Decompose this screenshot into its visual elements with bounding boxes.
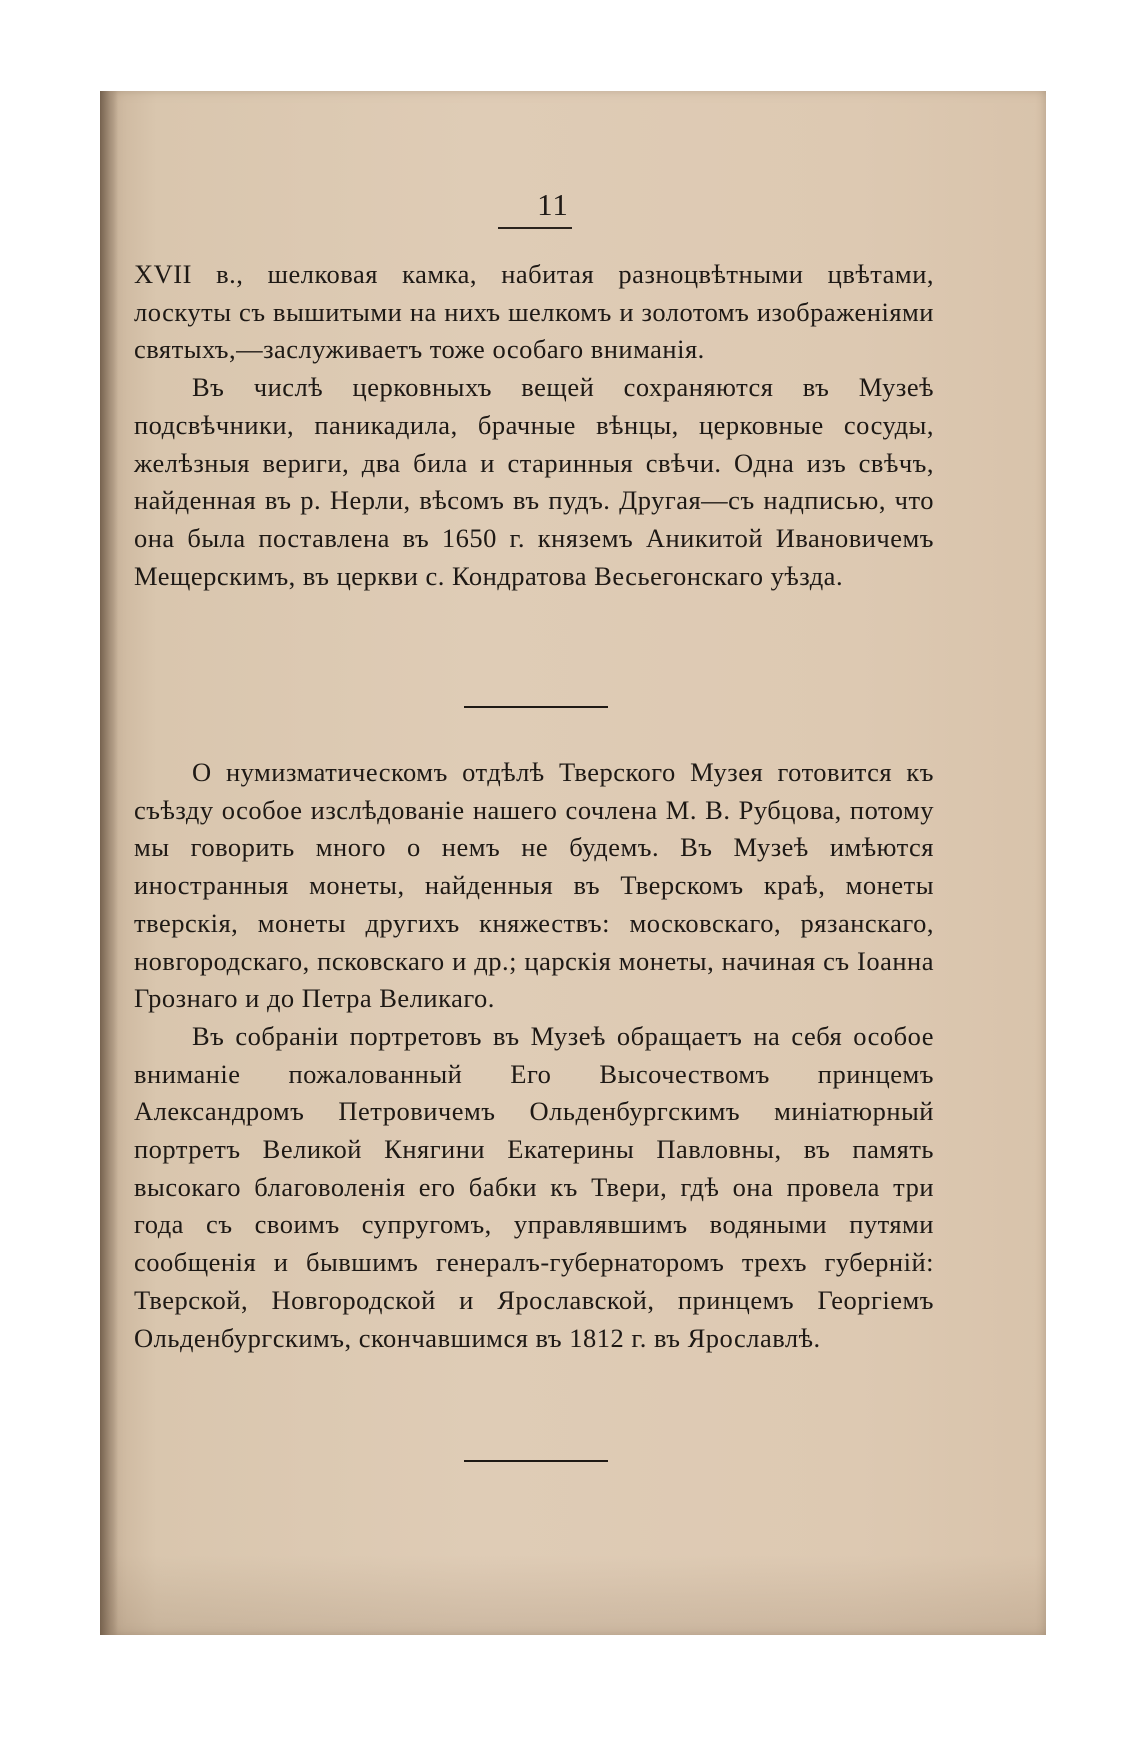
scanned-page (100, 91, 1046, 1635)
paragraph-silk-fabrics: XVII в., шелковая камка, набитая разноцвѣтными цвѣтами, лоскуты съ вышитыми на нихъ шелкомъ и золотомъ изображеніями святыхъ,—заслуживаетъ тоже особаго вниманія. (134, 259, 934, 365)
paragraph-church-items: Въ числѣ церковныхъ вещей сохраняются въ Музеѣ подсвѣчники, паникадила, брачные вѣнцы, церковные сосуды, желѣзныя вериги, два била и старинныя свѣчи. Одна изъ свѣчъ, найденная въ р. Нерли, вѣсомъ въ пудъ. Другая—съ надписью, что она была поставлена въ 1650 г. княземъ Аникитой Ивановичемъ Мещерскимъ, въ церкви с. Кондратова Весьегонскаго уѣзда. (134, 372, 934, 591)
paragraph-numismatics: О нумизматическомъ отдѣлѣ Тверского Музея готовится къ съѣзду особое изслѣдованіе нашего сочлена М. В. Рубцова, потому мы говорить много о немъ не будемъ. Въ Музеѣ имѣются иностранныя монеты, найденныя въ Тверскомъ краѣ, монеты тверскія, монеты другихъ княжествъ: московскаго, рязанскаго, новгородскаго, псковскаго и др.; царскія монеты, начиная съ Іоанна Грознаго и до Петра Великаго. (134, 757, 934, 1014)
end-divider (464, 1460, 608, 1462)
section-divider (464, 706, 608, 708)
text-section-numismatics (134, 754, 934, 1357)
paragraph-portraits: Въ собраніи портретовъ въ Музеѣ обращаетъ на себя особое вниманіе пожалованный Его Высочествомъ принцемъ Александромъ Петровичемъ Ольденбургскимъ миніатюрный портретъ Великой Княгини Екатерины Павловны, въ память высокаго благоволенія его бабки къ Твери, гдѣ она провела три года съ своимъ супругомъ, управлявшимъ водяными путями сообщенія и бывшимъ генералъ-губернаторомъ трехъ губерній: Тверской, Новгородской и Ярославской, принцемъ Георгіемъ Ольденбургскимъ, скончавшимся въ 1812 г. въ Ярославлѣ. (134, 1020, 934, 1353)
page-bottom-shade (100, 1555, 1046, 1635)
page-edge-shadow (100, 91, 118, 1635)
page-number: 11 (537, 187, 569, 222)
page-number-underline (498, 227, 572, 229)
text-section-artifacts (134, 256, 934, 595)
